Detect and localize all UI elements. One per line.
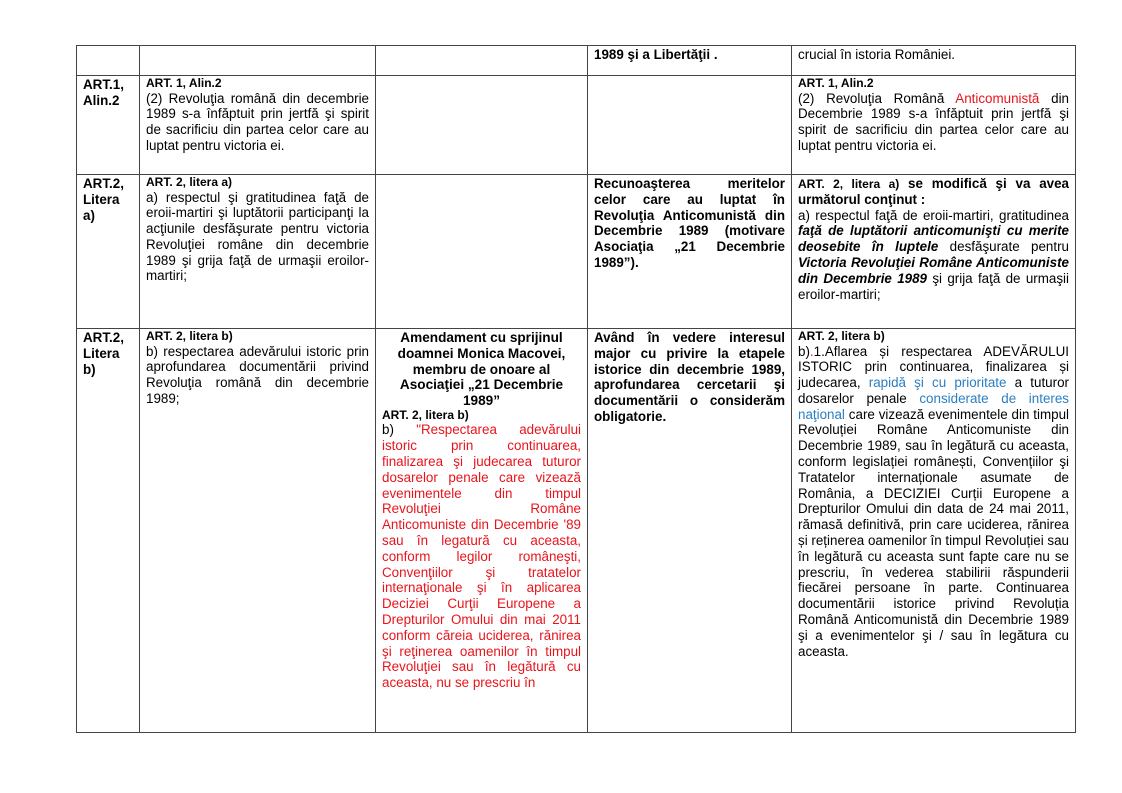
article-text (382, 422, 581, 691)
text-run: din Decembrie 1989 s-a înfăptuit prin jertfă şi spirit de sacrificiu din partea celor care au luptat pentru victoria ei. (798, 90, 1069, 153)
text-run: desfăşurate pentru (938, 239, 1069, 255)
article-heading (798, 176, 1069, 208)
article-text: (2) Revoluţia română din decembrie 1989 s-a înfăptuit prin jertfă şi spirit de sacrificiu din partea celor care au luptat pentru victoria ei. (146, 90, 369, 153)
cell-article: ART.2, Litera a) (77, 175, 140, 329)
text-run: b) (382, 422, 417, 438)
cell-motivation: Recunoaşterea meritelor celor care au luptat în Revoluţia Anticomunistă din Decembrie 1989 (motivare Asociaţia „21 Decembrie 1989”). (588, 175, 792, 329)
cell-original-text (140, 46, 376, 76)
text-run: b) (798, 343, 810, 359)
cell-article: ART.2, Litera b) (77, 329, 140, 733)
cell-amendment (376, 329, 588, 733)
article-text (798, 91, 1069, 154)
highlight-blue: rapidă şi cu prioritate (868, 375, 1007, 391)
cell-motivation: Având în vedere interesul major cu privire la etapele istorice din decembrie 1989, aprofundarea cercetarii şi documentării o considerăm obligatorie. (588, 329, 792, 733)
cell-amendment (376, 46, 588, 76)
highlight-blue: considerate de interes naţional (798, 390, 1069, 422)
cell-proposed-text (792, 329, 1076, 733)
amendments-table (76, 45, 1076, 733)
text-run: a) respectul faţă de eroii-martiri, gratitudinea (798, 207, 1069, 223)
heading-rest: se modifică şi va avea următorul conţinut : (798, 176, 1069, 207)
article-heading: ART. 1, Alin.2 (798, 76, 874, 90)
text-run: a tuturor dosarelor penale (798, 375, 1069, 406)
article-text (798, 344, 1069, 660)
table-row (77, 175, 1076, 329)
emphasis-text: faţă de luptătorii anticomunişti cu merite deosebite în luptele (798, 223, 1069, 255)
cell-article: ART.1, Alin.2 (77, 76, 140, 175)
highlight-red: Anticomunistă (955, 90, 1040, 106)
article-text: a) respectul şi gratitudinea faţă de eroii-martiri şi luptătorii participanţi la acţiunile desfăşurate pentru victoria Revoluţiei române din decembrie 1989 şi grija faţă de urmaşii eroilor-martiri; (146, 189, 369, 284)
cell-proposed-text (792, 175, 1076, 329)
article-heading: ART. 2, litera b) (146, 329, 233, 343)
highlight-red: "Respectarea adevărului istoric prin continuarea, finalizarea şi judecarea tuturor dosarelor penale care vizează evenimentele din timpul Revoluţiei Române Anticomuniste din Decembrie '89 sau în legatură cu aceasta, conform legilor româneşti, Convenţiilor şi tratatelor internaţionale şi în aplicarea Deciziei Curţii Europene a Drepturilor Omului din mai 2011 conform căreia uciderea, rănirea şi reţinerea oamenilor în timpul Revoluţiei sau în legătură cu aceasta, nu se prescriu în (382, 422, 581, 691)
article-text: b) respectarea adevărului istoric prin aprofundarea documentării privind Revoluţia română din decembrie 1989; (146, 343, 369, 406)
cell-original-text (140, 329, 376, 733)
cell-article (77, 46, 140, 76)
article-heading: ART. 2, litera a) (146, 175, 233, 189)
highlight-red: . (809, 343, 814, 359)
amendment-title: Amendament cu sprijinul doamnei Monica Macovei, membru de onoare al Asociaţiei „21 Decembrie 1989” (397, 330, 566, 409)
table-row (77, 46, 1076, 76)
table-row (77, 329, 1076, 733)
cell-amendment (376, 76, 588, 175)
text-run: (2) Revoluţia Română (798, 90, 956, 106)
cell-motivation (588, 76, 792, 175)
article-heading: ART. 2, litera b) (798, 329, 885, 343)
article-heading: ART. 2, litera b) (382, 407, 469, 422)
text-run: care vizează evenimentele din timpul Revoluției Române Anticomuniste din Decembrie 1989, sau în legătură cu aceasta, conform legislației românești, Convențiilor şi Tratatelor internaționale asumate de România, a DECIZIEI Curții Europene a Drepturilor Omului din data de 24 mai 2011, rămasă definitivă, prin care uciderea, rănirea și reținerea oamenilor în timpul Revoluției sau în legătură cu aceasta sunt fapte care nu se prescriu, în vederea stabilirii răspunderii fiecărei persoane în parte. Continuarea documentării istorice privind Revoluția Română Anticomunistă din Decembrie 1989 şi a evenimentelor şi / sau în legătura cu aceasta. (798, 406, 1069, 659)
cell-original-text (140, 76, 376, 175)
heading-label: ART. 2, litera a) (798, 177, 900, 191)
cell-amendment (376, 175, 588, 329)
article-text (798, 208, 1069, 303)
cell-proposed-text (792, 76, 1076, 175)
cell-original-text (140, 175, 376, 329)
text-run: 1.Aflarea și respectarea ADEVĂRULUI ISTORIC prin continuarea, finalizarea și judecarea, (798, 343, 1069, 391)
table-row (77, 76, 1076, 175)
cell-proposed-text: crucial în istoria României. (792, 46, 1076, 76)
cell-motivation: 1989 şi a Libertăţii . (588, 46, 792, 76)
emphasis-text: Victoria Revoluţiei Române Anticomuniste din Decembrie 1989 (798, 254, 1069, 286)
article-heading: ART. 1, Alin.2 (146, 76, 222, 90)
text-run: şi grija faţă de urmaşii eroilor-martiri; (798, 270, 1069, 302)
